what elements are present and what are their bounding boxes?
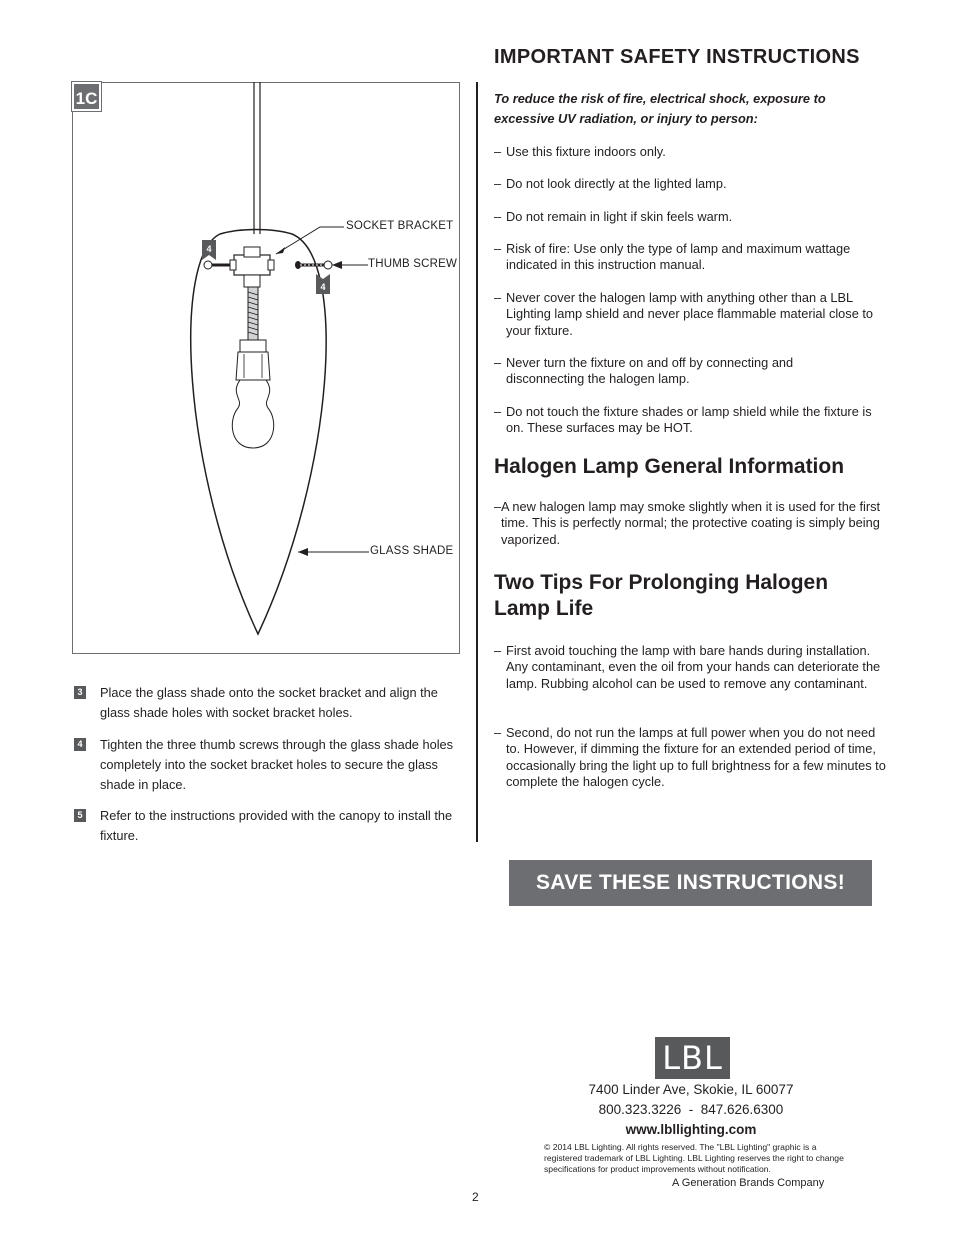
safety-item-text: Use this fixture indoors only. xyxy=(506,144,666,159)
figure-badge: 1C xyxy=(72,82,101,111)
step-text: Place the glass shade onto the socket bracket and align the glass shade holes with socket bracket holes. xyxy=(100,685,438,720)
dash: – xyxy=(494,404,502,419)
dash: – xyxy=(494,499,502,514)
address: 7400 Linder Ave, Skokie, IL 60077 xyxy=(588,1082,794,1097)
dash: – xyxy=(494,144,502,159)
dash: – xyxy=(494,290,502,305)
phone-numbers: 800.323.3226 - 847.626.6300 xyxy=(598,1102,784,1117)
step-number: 5 xyxy=(74,809,86,822)
website-link[interactable]: www.lbllighting.com xyxy=(625,1122,757,1137)
safety-item-text: Do not remain in light if skin feels warm. xyxy=(506,209,733,224)
right-step-marker: 4 xyxy=(320,282,326,292)
step-text: Tighten the three thumb screws through the glass shade holes completely into the socket bracket holes to secure the glass shade in place. xyxy=(100,737,454,792)
left-thumb-screw xyxy=(204,261,230,269)
save-instructions-banner: SAVE THESE INSTRUCTIONS! xyxy=(509,860,872,906)
parent-company: A Generation Brands Company xyxy=(672,1177,825,1189)
dash: – xyxy=(494,209,502,224)
tip-text: Second, do not run the lamps at full power when you do not need to. However, if dimming the fixture for an extended period of time, occasionally bring the light up to full brightness for a few minutes to complete the halogen cycle. xyxy=(506,725,886,790)
page-number: 2 xyxy=(472,1190,479,1204)
safety-item-text: Never cover the halogen lamp with anything other than a LBL Lighting lamp shield and never place flammable material close to your fixture. xyxy=(506,290,874,338)
dash: – xyxy=(494,643,502,658)
halogen-info-heading: Halogen Lamp General Information xyxy=(494,455,845,478)
callout-glass-shade: GLASS SHADE xyxy=(370,545,454,557)
safety-heading: IMPORTANT SAFETY INSTRUCTIONS xyxy=(494,46,860,68)
safety-intro: To reduce the risk of fire, electrical shock, exposure to excessive UV radiation, or injury to person: xyxy=(494,91,826,126)
safety-item-text: Never turn the fixture on and off by connecting and disconnecting the halogen lamp. xyxy=(506,355,794,387)
tips-heading-line2: Lamp Life xyxy=(494,597,594,620)
safety-item-text: Do not touch the fixture shades or lamp shield while the fixture is on. These surfaces may be HOT. xyxy=(506,404,872,436)
safety-item-text: Do not look directly at the lighted lamp. xyxy=(506,176,727,191)
dash: – xyxy=(494,176,502,191)
dash: – xyxy=(494,241,502,256)
halogen-info-text: A new halogen lamp may smoke slightly when it is used for the first time. This is perfectly normal; the protective coating is simply being vaporized. xyxy=(501,499,881,547)
right-thumb-screw xyxy=(295,261,332,269)
left-step-marker: 4 xyxy=(206,244,212,254)
column-divider xyxy=(476,82,478,842)
lbl-logo: LBL xyxy=(655,1037,730,1079)
dash: – xyxy=(494,355,502,370)
copyright-notice: © 2014 LBL Lighting. All rights reserved. The "LBL Lighting" graphic is a registered trademark of LBL Lighting. LBL Lighting reserves the right to change specifications for product improvements without notification. xyxy=(544,1142,844,1174)
pendant-assembly-diagram xyxy=(72,82,462,656)
step-number: 3 xyxy=(74,686,86,699)
step-number: 4 xyxy=(74,738,86,751)
tip-text: First avoid touching the lamp with bare hands during installation. Any contaminant, even the oil from your hands can deteriorate the lamp. Rubbing alcohol can be used to remove any contaminant. xyxy=(506,643,881,691)
safety-item-text: Risk of fire: Use only the type of lamp and maximum wattage indicated in this instruction manual. xyxy=(506,241,851,273)
tips-heading-line1: Two Tips For Prolonging Halogen xyxy=(494,571,829,594)
step-text: Refer to the instructions provided with the canopy to install the fixture. xyxy=(100,808,453,843)
dash: – xyxy=(494,725,502,740)
callout-thumb-screw: THUMB SCREW xyxy=(368,258,458,270)
callout-socket-bracket: SOCKET BRACKET xyxy=(346,220,454,232)
